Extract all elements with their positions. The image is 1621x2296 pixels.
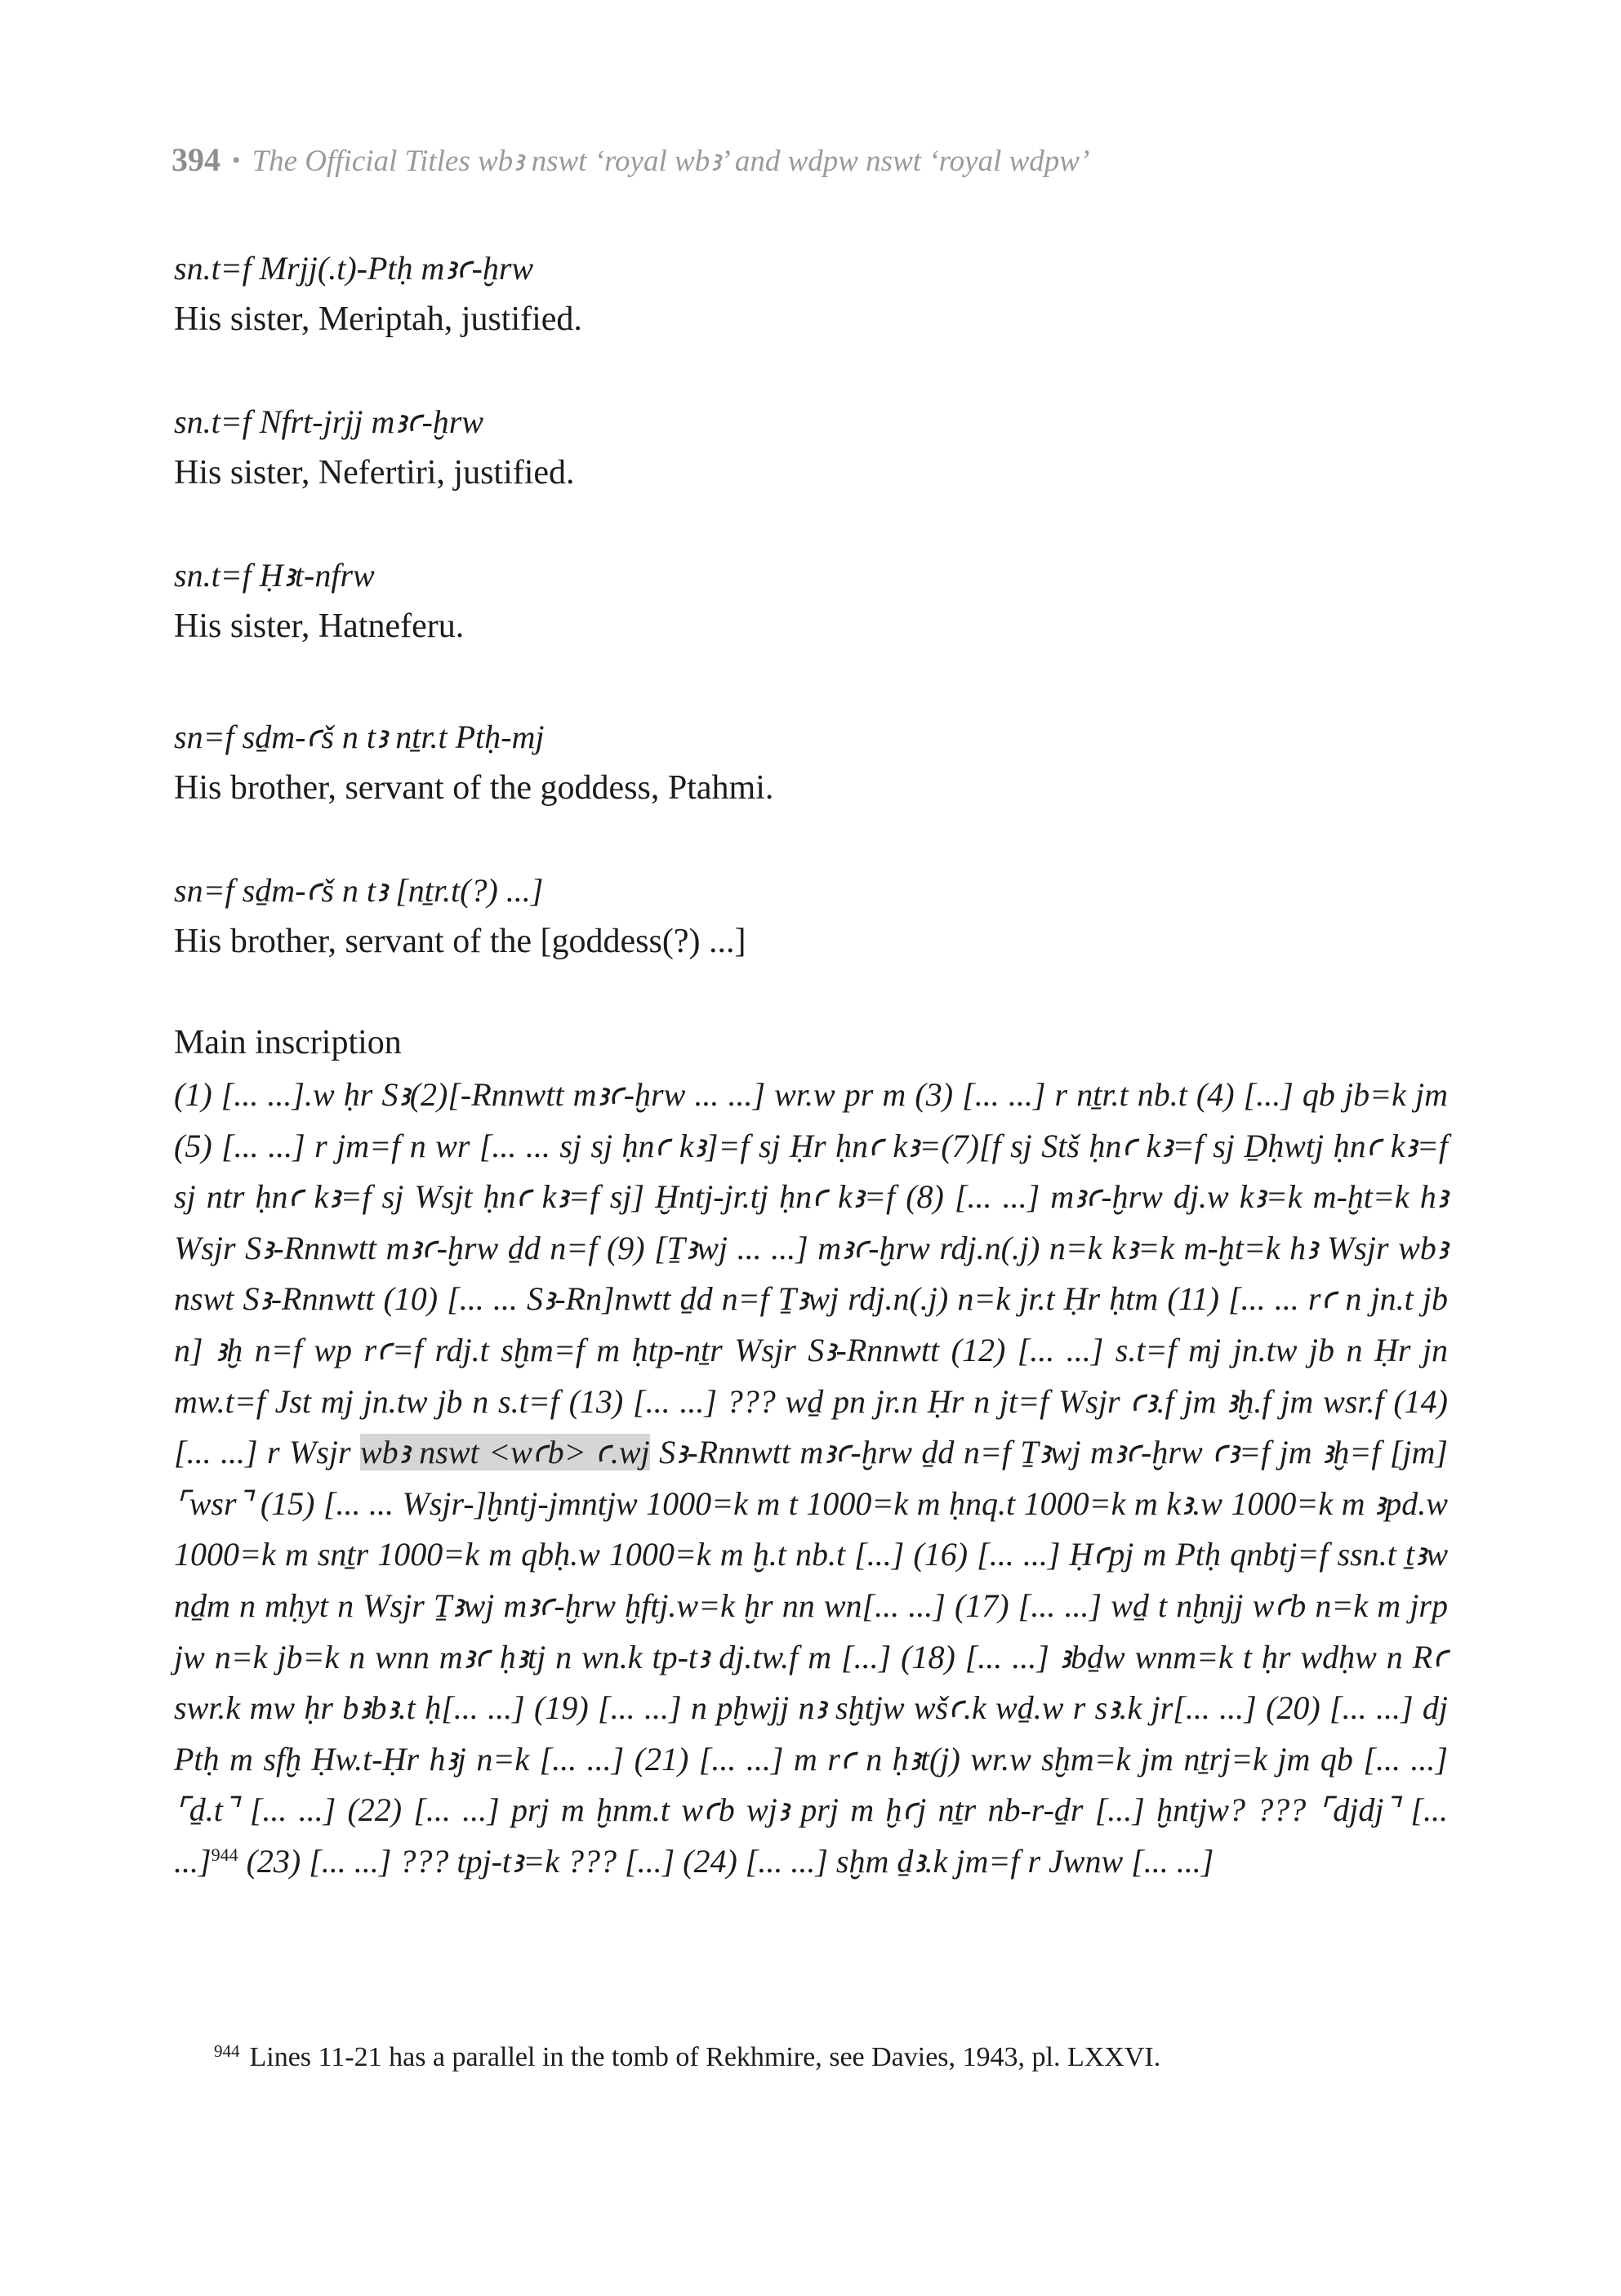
- transliteration: sn=f sḏm-ꜥš n tꜣ [nṯr.t(?) ...]: [174, 872, 544, 909]
- running-title: The Official Titles wbꜣ nswt ‘royal wbꜣ’ and wdpw nswt ‘royal wdpw’: [252, 145, 1090, 178]
- transliteration: sn=f sḏm-ꜥš n tꜣ nṯr.t Ptḥ-mj: [174, 719, 545, 755]
- entry-2: [174, 397, 1448, 498]
- translation: His sister, Meriptah, justified.: [174, 300, 582, 338]
- entry-3: [174, 550, 1448, 652]
- entry-1: [174, 243, 1448, 345]
- section-heading: Main inscription: [174, 1024, 402, 1061]
- inscription-text-part-1: (1) [... ...].w ḥr Sꜣ(2)[-Rnnwtt mꜣꜥ-ḫrw ... ...] wr.w pr m (3) [... ...] r nṯr.t nb.t (4) [...] qb jb=k jm (5) [... ...] r jm=f n wr [... ... sj sj ḥnꜥ kꜣ]=f sj Ḥr ḥnꜥ kꜣ=(7)[f sj Stš ḥnꜥ kꜣ=f sj Ḏḥwtj ḥnꜥ kꜣ=f sj ntr ḥnꜥ kꜣ=f sj Wsjt ḥnꜥ kꜣ=f sj] Ḫntj-jr.tj ḥnꜥ kꜣ=f (8) [... ...] mꜣꜥ-ḫrw dj.w kꜣ=k m-ḫt=k hꜣ Wsjr Sꜣ-Rnnwtt mꜣꜥ-ḫrw ḏd n=f (9) [Ṯꜣwj ... ...] mꜣꜥ-ḫrw rdj.n(.j) n=k kꜣ=k m-ḫt=k hꜣ Wsjr wbꜣ nswt Sꜣ-Rnnwtt (10) [... ... Sꜣ-Rn]nwtt ḏd n=f Ṯꜣwj rdj.n(.j) n=k jr.t Ḥr ḥtm (11) [... ... rꜥ n jn.t jb n] ꜣḫ n=f wp rꜥ=f rdj.t sḫm=f m ḥtp-nṯr Wsjr Sꜣ-Rnnwtt (12) [... ...] s.t=f mj jn.tw jb n Ḥr jn mw.t=f Jst mj jn.tw jb n s.t=f (13) [... ...] ??? wḏ pn jr.n Ḥr n jt=f Wsjr ꜥꜣ.f jm ꜣḫ.f jm wsr.f (14) [... ...] r Wsjr: [174, 1076, 1448, 1471]
- translation: His brother, servant of the [goddess(?) ...]: [174, 923, 746, 960]
- main-inscription-text: [174, 1070, 1448, 1888]
- transliteration: sn.t=f Ḥꜣt-nfrw: [174, 557, 375, 594]
- inscription-text-part-3: (23) [... ...] ??? tpj-tꜣ=k ??? [...] (24) [... ...] sḫm ḏꜣ.k jm=f r Jwnw [... ...]: [238, 1842, 1214, 1880]
- translation: His sister, Hatneferu.: [174, 607, 465, 645]
- page-number: 394: [171, 141, 220, 178]
- transliteration: sn.t=f Nfrt-jrjj mꜣꜥ-ḫrw: [174, 403, 484, 440]
- translation: His sister, Nefertiri, justified.: [174, 454, 575, 492]
- header-bullet: •: [232, 147, 241, 174]
- inscription-text-part-2: Sꜣ-Rnnwtt mꜣꜥ-ḫrw ḏd n=f Ṯꜣwj mꜣꜥ-ḫrw ꜥꜣ=f jm ꜣḫ=f [jm] ⌜wsr⌝ (15) [... ... Wsjr-]ḫntj-jmntjw 1000=k m t 1000=k m ḥnq.t 1000=k m kꜣ.w 1000=k m ꜣpd.w 1000=k m snṯr 1000=k m qbḥ.w 1000=k m ḫ.t nb.t [...] (16) [... ...] Ḥꜥpj m Ptḥ qnbtj=f ssn.t ṯꜣw nḏm n mḥyt n Wsjr Ṯꜣwj mꜣꜥ-ḫrw ḫftj.w=k ḫr nn wn[... ...] (17) [... ...] wḏ t nḫnjj wꜥb n=k m jrp jw n=k jb=k n wnn mꜣꜥ ḥꜣtj n wn.k tp-tꜣ dj.tw.f m [...] (18) [... ...] ꜣbḏw wnm=k t ḥr wdḥw n Rꜥ swr.k mw ḥr bꜣbꜣ.t ḥ[... ...] (19) [... ...] n pḫwjj nꜣ sḫtjw wšꜥ.k wḏ.w r sꜣ.k jr[... ...] (20) [... ...] dj Ptḥ m sfḫ Ḥw.t-Ḥr hꜣj n=k [... ...] (21) [... ...] m rꜥ n ḥꜣt(j) wr.w sḫm=k jm nṯrj=k jm qb [... ...] ⌜ḏ.t⌝ [... ...] (22) [... ...] prj m ḫnm.t wꜥb wjꜣ prj m ḫꜥj nṯr nb-r-ḏr [...] ḫntjw? ??? ⌜djdj⌝ [... ...]: [174, 1434, 1448, 1880]
- running-header: [171, 140, 1089, 179]
- highlighted-phrase: wbꜣ nswt <wꜥb> ꜥ.wj: [359, 1434, 650, 1471]
- footnote: [214, 2031, 1160, 2077]
- translation: His brother, servant of the goddess, Ptahmi.: [174, 769, 774, 807]
- footnote-ref[interactable]: 944: [211, 1844, 238, 1865]
- footnote-text: Lines 11-21 has a parallel in the tomb of Rekhmire, see Davies, 1943, pl. LXXVI.: [249, 2042, 1161, 2072]
- footnote-number: 944: [214, 2041, 240, 2061]
- entry-5: [174, 865, 1448, 967]
- transliteration: sn.t=f Mrjj(.t)-Ptḥ mꜣꜥ-ḫrw: [174, 250, 534, 287]
- entry-4: [174, 712, 1448, 813]
